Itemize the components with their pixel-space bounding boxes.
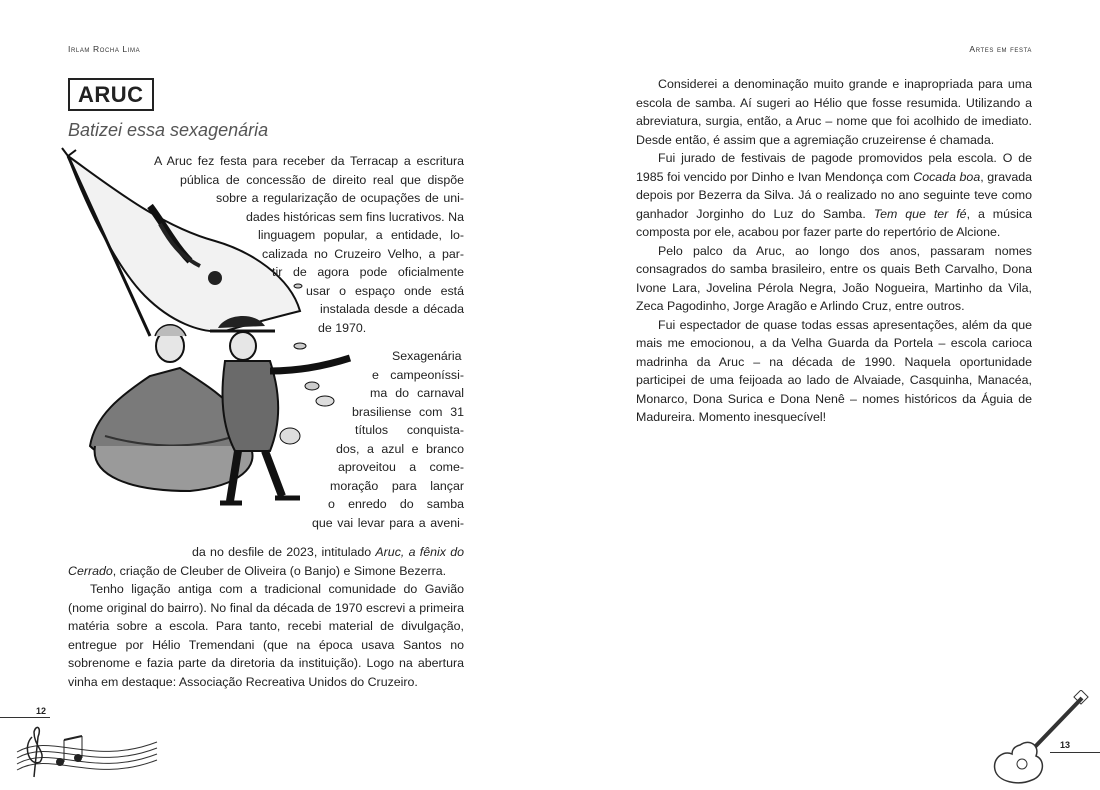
wrap-line: tir de agora pode oficialmente	[272, 265, 464, 279]
wrap-line: A Aruc fez festa para receber da Terracap a escritura	[154, 154, 464, 168]
paragraph: Fui jurado de festivais de pagode promovidos pela escola. O de 1985 foi vencido por Dinho e Ivan Mendonça com Cocada boa, gravada depois por Bezerra da Silva. Já o realizado no ano seguinte teve como ganhador Jorginho do Luz do Samba. Tem que ter fé, a música composta por ele, acabou por fazer parte do repertório de Alcione.	[636, 151, 1033, 239]
right-body	[636, 75, 1032, 427]
wrap-line: usar o espaço onde está	[306, 283, 464, 298]
wrap-line: dos, a azul e branco	[336, 441, 464, 456]
wrap-line: linguagem popular, a entidade, lo-	[258, 228, 464, 242]
wrap-line: e campeoníssi-	[372, 367, 464, 382]
page-number-right: 13	[1060, 740, 1071, 750]
paragraph: Tenho ligação antiga com a tradicional comunidade do Gavião (nome original do bairro). No final da década de 1970 escrevi a primeira matéria sobre a escola. Para tanto, recebi material de divulgação, entregue por Hélio Tremendani (que na época usava Santos no sobrenome e fazia parte da diretoria da instituição). Logo na abertura vinha em destaque: Associação Recreativa Unidos do Cruzeiro.	[68, 582, 464, 689]
wrap-line: instalada desde a década	[320, 302, 464, 316]
paragraph: Considerei a denominação muito grande e inapropriada para uma escola de samba. Aí sugeri ao Hélio que fosse resumida. Utilizando a abreviatura, surgia, então, a Aruc – nome que foi acolhido de imediato. Desde então, é assim que a agremiação cruzeirense é chamada.	[636, 77, 1032, 147]
section-subtitle: Batizei essa sexagenária	[68, 120, 269, 140]
wrap-line: títulos conquista-	[355, 423, 464, 437]
paragraph: Fui espectador de quase todas essas apresentações, além da que mais me emocionou, a da Velha Guarda da Portela – escola carioca madrinha da Aruc – na década de 1990. Naquela oportunidade participei de uma feijoada ao lado de Alvaiade, Casquinha, Manacéa, Monarco, Dona Surica e Dona Nenê – nomes históricos da Águia de Madureira. Momento inesquecível!	[636, 317, 1032, 424]
wrap-line: que vai levar para a aveni-	[312, 515, 464, 530]
folio-rule	[0, 717, 50, 718]
running-head-left: Irlam Rocha Lima	[68, 44, 141, 54]
section-title: ARUC	[68, 78, 154, 111]
wrap-line: pública de concessão de direito real que dispõe	[180, 172, 464, 187]
wrap-line: sobre a regularização de ocupações de uni-	[216, 191, 464, 205]
paragraph: Pelo palco da Aruc, ao longo dos anos, passaram nomes consagrados do samba brasileiro, entre os quais Beth Carvalho, Dona Ivone Lara, Jovelina Pérola Negra, João Nogueira, Martinho da Vila, Zeca Pagodinho, Jorge Aragão e Arlindo Cruz, entre outros.	[636, 243, 1032, 313]
wrap-line: moração para lançar	[330, 478, 464, 493]
wrap-line: dades históricas sem fins lucrativos. Na	[246, 209, 464, 224]
wrap-line: aproveitou a come-	[338, 460, 464, 474]
cerrado-line: Cerrado, criação de Cleuber de Oliveira (o Banjo) e Simone Bezerra.	[68, 563, 447, 578]
wrap-line: ma do carnaval	[370, 386, 464, 400]
wrap-line: brasiliense com 31	[352, 404, 464, 419]
desfile-line: da no desfile de 2023, intitulado Aruc, a fênix do	[192, 545, 464, 559]
wrap-line: calizada no Cruzeiro Velho, a par-	[262, 246, 464, 261]
page-number-left: 12	[36, 706, 47, 716]
left-body	[68, 543, 464, 691]
guitar-icon	[990, 690, 1090, 788]
wrap-line: o enredo do samba	[328, 497, 464, 511]
running-head-right: Artes em festa	[969, 44, 1032, 54]
music-staff-icon	[12, 722, 162, 784]
wrap-line: Sexagenária	[392, 349, 462, 363]
wrap-line: de 1970.	[318, 320, 367, 335]
